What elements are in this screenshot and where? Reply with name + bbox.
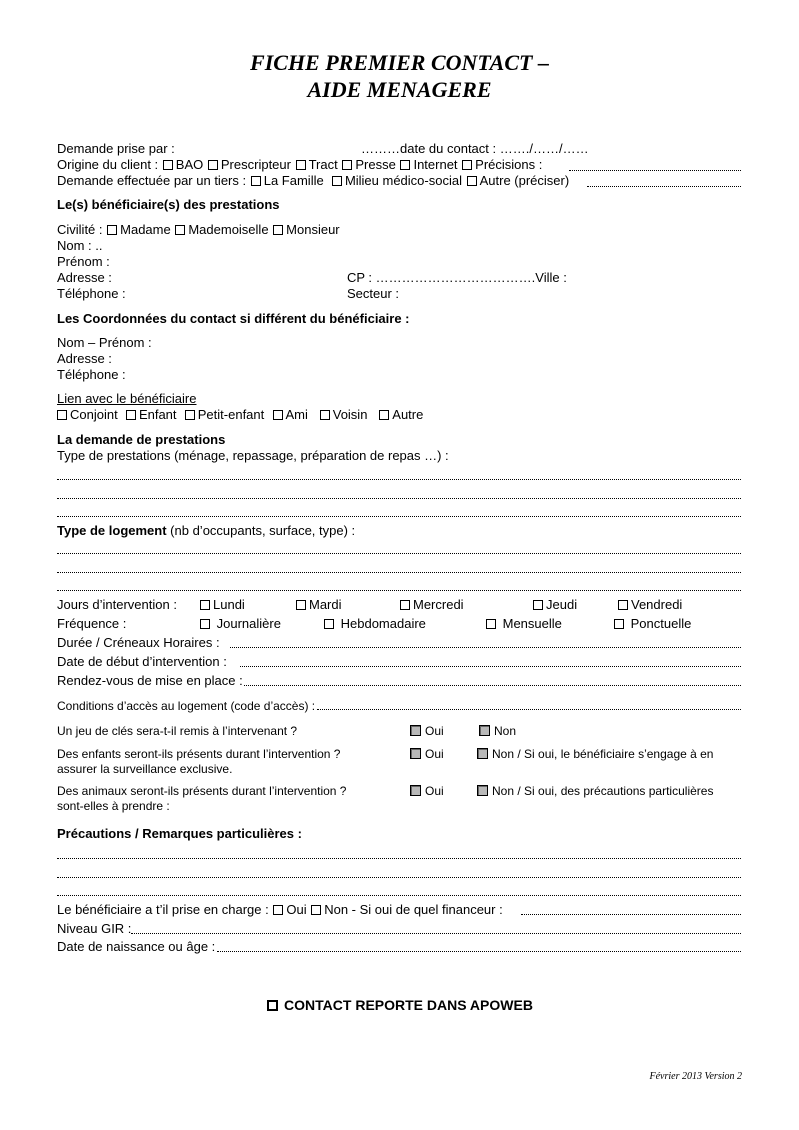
type-prestations-label: Type de prestations (ménage, repassage, préparation de repas …) :: [57, 448, 449, 463]
prestations-line-2[interactable]: [57, 498, 741, 499]
hebdomadaire-checkbox[interactable]: [324, 619, 334, 629]
famille-option: La Famille: [263, 173, 324, 188]
tract-option: Tract: [308, 157, 338, 172]
madame-option: Madame: [120, 222, 171, 237]
tiers-autre-field[interactable]: [587, 186, 741, 187]
apoweb-label: CONTACT REPORTE DANS APOWEB: [284, 997, 533, 1013]
vendredi-item: [617, 597, 682, 613]
lundi-item: [199, 597, 245, 613]
prestations-line-1[interactable]: [57, 479, 741, 480]
mercredi-item: [399, 597, 464, 613]
logement-heading-rest: (nb d’occupants, surface, type) :: [166, 523, 356, 538]
duree-label: Durée / Créneaux Horaires :: [57, 635, 220, 650]
mercredi-option: Mercredi: [413, 597, 464, 612]
autre-tiers-checkbox[interactable]: [467, 176, 477, 186]
petit-enfant-checkbox[interactable]: [185, 410, 195, 420]
prescripteur-checkbox[interactable]: [208, 160, 218, 170]
mardi-checkbox[interactable]: [296, 600, 306, 610]
conjoint-option: Conjoint: [70, 407, 118, 422]
voisin-option: Voisin: [332, 407, 368, 422]
rdv-field[interactable]: [244, 685, 741, 686]
precautions-line-1[interactable]: [57, 858, 741, 859]
vendredi-option: Vendredi: [631, 597, 683, 612]
beneficiaire-heading: Le(s) bénéficiaire(s) des prestations: [57, 197, 280, 212]
monsieur-option: Monsieur: [286, 222, 340, 237]
hebdomadaire-item: [323, 616, 426, 632]
jeudi-checkbox[interactable]: [533, 600, 543, 610]
journaliere-option: Journalière: [216, 616, 281, 631]
bao-checkbox[interactable]: [163, 160, 173, 170]
tiers-row: [57, 173, 569, 189]
question-enfants-non: [477, 746, 713, 762]
precautions-line-2[interactable]: [57, 877, 741, 878]
voisin-checkbox[interactable]: [320, 410, 330, 420]
date-debut-label: Date de début d’intervention :: [57, 654, 227, 669]
journaliere-item: [199, 616, 281, 632]
naissance-label: Date de naissance ou âge :: [57, 939, 216, 954]
question-cles-oui: [410, 723, 444, 739]
mademoiselle-option: Mademoiselle: [188, 222, 269, 237]
naissance-field[interactable]: [217, 951, 741, 952]
prescripteur-option: Prescripteur: [220, 157, 291, 172]
precautions-line-3[interactable]: [57, 895, 741, 896]
gir-label: Niveau GIR :: [57, 921, 132, 936]
question-animaux-text2: sont-elles à prendre :: [57, 799, 170, 813]
question-cles-non: [479, 723, 516, 739]
question-enfants-text2: assurer la surveillance exclusive.: [57, 762, 233, 776]
ami-checkbox[interactable]: [273, 410, 283, 420]
logement-heading-bold: Type de logement: [57, 523, 167, 538]
precisions-field[interactable]: [569, 170, 741, 171]
secteur-label: Secteur :: [347, 286, 400, 301]
mensuelle-item: [485, 616, 562, 632]
bao-option: BAO: [175, 157, 204, 172]
medico-social-option: Milieu médico-social: [344, 173, 462, 188]
conjoint-checkbox[interactable]: [57, 410, 67, 420]
telephone-label: Téléphone :: [57, 286, 126, 301]
animaux-non-label: Non / Si oui, des précautions particulières: [492, 784, 714, 798]
civilite-label: Civilité :: [57, 222, 103, 237]
enfants-oui-checkbox[interactable]: [410, 748, 421, 759]
jeudi-item: [532, 597, 577, 613]
rdv-label: Rendez-vous de mise en place :: [57, 673, 243, 688]
monsieur-checkbox[interactable]: [273, 225, 283, 235]
question-enfants-oui: [410, 746, 444, 762]
question-enfants-text: Des enfants seront-ils présents durant l’intervention ?: [57, 747, 341, 761]
autre-lien-checkbox[interactable]: [379, 410, 389, 420]
contact-nom-prenom-label: Nom – Prénom :: [57, 335, 152, 350]
precautions-heading: Précautions / Remarques particulières :: [57, 826, 302, 841]
mademoiselle-checkbox[interactable]: [175, 225, 185, 235]
ponctuelle-checkbox[interactable]: [614, 619, 624, 629]
form-title-line1: FICHE PREMIER CONTACT –: [250, 50, 549, 75]
mensuelle-option: Mensuelle: [502, 616, 562, 631]
hebdomadaire-option: Hebdomadaire: [340, 616, 426, 631]
animaux-oui-label: Oui: [425, 784, 444, 798]
form-title-line2: AIDE MENAGERE: [307, 77, 492, 102]
origine-row: [57, 157, 542, 173]
prise-non-checkbox[interactable]: [311, 905, 321, 915]
precisions-checkbox[interactable]: [462, 160, 472, 170]
vendredi-checkbox[interactable]: [618, 600, 628, 610]
prise-oui-checkbox[interactable]: [273, 905, 283, 915]
conditions-label: Conditions d’accès au logement (code d’accès) :: [57, 699, 316, 713]
mardi-item: [295, 597, 342, 613]
footer-version: Février 2013 Version 2: [649, 1071, 742, 1082]
presse-checkbox[interactable]: [342, 160, 352, 170]
ponctuelle-option: Ponctuelle: [630, 616, 692, 631]
origine-label: Origine du client :: [57, 157, 159, 172]
nom-label: Nom : ..: [57, 238, 103, 253]
journaliere-checkbox[interactable]: [200, 619, 210, 629]
mensuelle-checkbox[interactable]: [486, 619, 496, 629]
prenom-label: Prénom :: [57, 254, 110, 269]
cp-ville-label: CP : ……………………………….Ville :: [347, 270, 567, 285]
date-debut-field[interactable]: [240, 666, 741, 667]
tiers-label: Demande effectuée par un tiers :: [57, 173, 247, 188]
civilite-row: [57, 222, 340, 238]
enfant-option: Enfant: [138, 407, 177, 422]
question-animaux-oui: [410, 783, 444, 799]
petit-enfant-option: Petit-enfant: [197, 407, 265, 422]
logement-line-1[interactable]: [57, 553, 741, 554]
cles-non-checkbox[interactable]: [479, 725, 490, 736]
ami-option: Ami: [285, 407, 308, 422]
contact-telephone-label: Téléphone :: [57, 367, 126, 382]
enfants-non-checkbox[interactable]: [477, 748, 488, 759]
autre-tiers-option: Autre (préciser): [479, 173, 570, 188]
medico-social-checkbox[interactable]: [332, 176, 342, 186]
adresse-label: Adresse :: [57, 270, 112, 285]
contact-heading: Les Coordonnées du contact si différent du bénéficiaire :: [57, 311, 410, 326]
tract-checkbox[interactable]: [296, 160, 306, 170]
ponctuelle-item: [613, 616, 691, 632]
date-contact-label: ………date du contact : ……./……/……: [361, 141, 589, 156]
precisions-option: Précisions :: [475, 157, 543, 172]
internet-option: Internet: [413, 157, 458, 172]
famille-checkbox[interactable]: [251, 176, 261, 186]
gir-field[interactable]: [131, 933, 741, 934]
question-animaux-non: [477, 783, 713, 799]
jeudi-option: Jeudi: [546, 597, 578, 612]
question-cles-text: Un jeu de clés sera-t-il remis à l’intervenant ?: [57, 724, 298, 738]
cles-non-label: Non: [494, 724, 517, 738]
autre-lien-option: Autre: [392, 407, 424, 422]
logement-heading: [57, 523, 355, 539]
prise-en-charge-label: Le bénéficiaire a t’il prise en charge :: [57, 902, 269, 917]
enfants-non-label: Non / Si oui, le bénéficiaire s’engage à en: [492, 747, 714, 761]
question-animaux-text: Des animaux seront-ils présents durant l’intervention ?: [57, 784, 347, 798]
animaux-oui-checkbox[interactable]: [410, 785, 421, 796]
lundi-checkbox[interactable]: [200, 600, 210, 610]
presse-option: Presse: [355, 157, 396, 172]
conditions-field[interactable]: [317, 709, 741, 710]
prise-oui-label: Oui: [286, 902, 307, 917]
lien-row: [57, 407, 423, 423]
prestations-line-3[interactable]: [57, 516, 741, 517]
cles-oui-label: Oui: [425, 724, 444, 738]
prise-en-charge-row: [57, 902, 503, 918]
financeur-field[interactable]: [521, 914, 741, 915]
madame-checkbox[interactable]: [107, 225, 117, 235]
jours-label: Jours d’intervention :: [57, 597, 177, 612]
logement-line-2[interactable]: [57, 572, 741, 573]
animaux-non-checkbox[interactable]: [477, 785, 488, 796]
internet-checkbox[interactable]: [400, 160, 410, 170]
contact-adresse-label: Adresse :: [57, 351, 112, 366]
enfants-oui-label: Oui: [425, 747, 444, 761]
apoweb-row: [0, 997, 799, 1013]
duree-field[interactable]: [230, 647, 741, 648]
enfant-checkbox[interactable]: [126, 410, 136, 420]
lundi-option: Lundi: [213, 597, 245, 612]
demande-heading: La demande de prestations: [57, 432, 226, 447]
lien-label: Lien avec le bénéficiaire: [57, 391, 197, 406]
apoweb-checkbox[interactable]: [267, 1000, 278, 1011]
cles-oui-checkbox[interactable]: [410, 725, 421, 736]
mardi-option: Mardi: [309, 597, 342, 612]
demande-prise-par-label: Demande prise par :: [57, 141, 175, 156]
mercredi-checkbox[interactable]: [400, 600, 410, 610]
frequence-label: Fréquence :: [57, 616, 127, 631]
logement-line-3[interactable]: [57, 590, 741, 591]
prise-non-label: Non - Si oui de quel financeur :: [324, 902, 503, 917]
